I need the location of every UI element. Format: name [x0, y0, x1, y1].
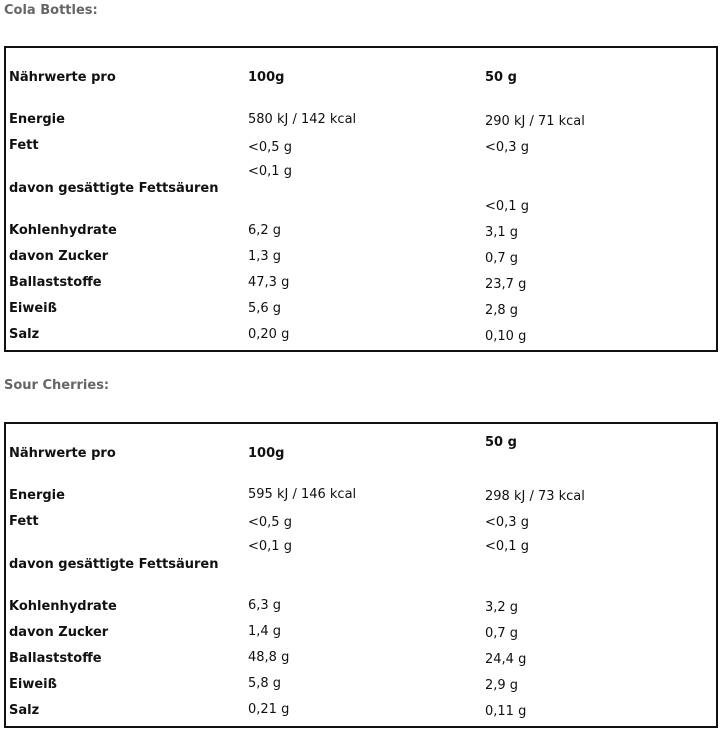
value-100g-zucker: 1,3 g	[248, 249, 282, 264]
row-label-kohlenhydrate: Kohlenhydrate	[9, 599, 117, 614]
value-100g-eiweiss: 5,6 g	[248, 301, 282, 316]
section-title-sour-cherries: Sour Cherries:	[4, 378, 110, 393]
value-50g-salz: 0,10 g	[485, 329, 527, 344]
header-label: Nährwerte pro	[9, 70, 116, 85]
value-100g-gesaettigte-fettsaeuren: <0,1 g	[248, 539, 292, 554]
value-100g-ballaststoffe: 48,8 g	[248, 650, 290, 665]
value-100g-energie: 595 kJ / 146 kcal	[248, 487, 357, 502]
value-50g-energie: 290 kJ / 71 kcal	[485, 114, 585, 129]
value-100g-eiweiss: 5,8 g	[248, 676, 282, 691]
row-label-fett: Fett	[9, 514, 39, 529]
nutrition-table-cola-bottles	[4, 46, 718, 352]
value-100g-kohlenhydrate: 6,3 g	[248, 598, 282, 613]
row-label-kohlenhydrate: Kohlenhydrate	[9, 223, 117, 238]
row-label-salz: Salz	[9, 703, 40, 718]
value-50g-kohlenhydrate: 3,1 g	[485, 225, 519, 240]
value-100g-salz: 0,20 g	[248, 327, 290, 342]
row-label-energie: Energie	[9, 488, 65, 503]
value-100g-fett: <0,5 g	[248, 140, 292, 155]
value-100g-salz: 0,21 g	[248, 702, 290, 717]
value-50g-eiweiss: 2,9 g	[485, 678, 519, 693]
row-label-energie: Energie	[9, 112, 65, 127]
row-label-eiweiss: Eiweiß	[9, 677, 57, 692]
value-100g-ballaststoffe: 47,3 g	[248, 275, 290, 290]
value-50g-zucker: 0,7 g	[485, 251, 519, 266]
header-100g: 100g	[248, 70, 285, 85]
value-100g-zucker: 1,4 g	[248, 624, 282, 639]
value-50g-fett: <0,3 g	[485, 140, 529, 155]
value-100g-kohlenhydrate: 6,2 g	[248, 223, 282, 238]
row-label-zucker: davon Zucker	[9, 625, 109, 640]
header-100g: 100g	[248, 446, 285, 461]
section-title-cola-bottles: Cola Bottles:	[4, 3, 98, 18]
value-50g-fett: <0,3 g	[485, 515, 529, 530]
value-50g-eiweiss: 2,8 g	[485, 303, 519, 318]
value-50g-ballaststoffe: 23,7 g	[485, 277, 527, 292]
value-50g-salz: 0,11 g	[485, 704, 527, 719]
row-label-gesaettigte-fettsaeuren: davon gesättigte Fettsäuren	[9, 557, 219, 572]
value-50g-energie: 298 kJ / 73 kcal	[485, 489, 585, 504]
value-100g-fett: <0,5 g	[248, 515, 292, 530]
nutrition-table-sour-cherries	[4, 422, 718, 728]
row-label-ballaststoffe: Ballaststoffe	[9, 651, 102, 666]
value-50g-zucker: 0,7 g	[485, 626, 519, 641]
row-label-zucker: davon Zucker	[9, 249, 109, 264]
value-100g-gesaettigte-fettsaeuren: <0,1 g	[248, 164, 292, 179]
row-label-ballaststoffe: Ballaststoffe	[9, 275, 102, 290]
value-50g-gesaettigte-fettsaeuren: <0,1 g	[485, 539, 529, 554]
value-50g-ballaststoffe: 24,4 g	[485, 652, 527, 667]
value-50g-gesaettigte-fettsaeuren: <0,1 g	[485, 199, 529, 214]
row-label-gesaettigte-fettsaeuren: davon gesättigte Fettsäuren	[9, 181, 219, 196]
row-label-eiweiss: Eiweiß	[9, 301, 57, 316]
value-50g-kohlenhydrate: 3,2 g	[485, 600, 519, 615]
row-label-fett: Fett	[9, 138, 39, 153]
header-50g: 50 g	[485, 435, 517, 450]
header-50g: 50 g	[485, 70, 517, 85]
value-100g-energie: 580 kJ / 142 kcal	[248, 112, 357, 127]
header-label: Nährwerte pro	[9, 446, 116, 461]
row-label-salz: Salz	[9, 327, 40, 342]
